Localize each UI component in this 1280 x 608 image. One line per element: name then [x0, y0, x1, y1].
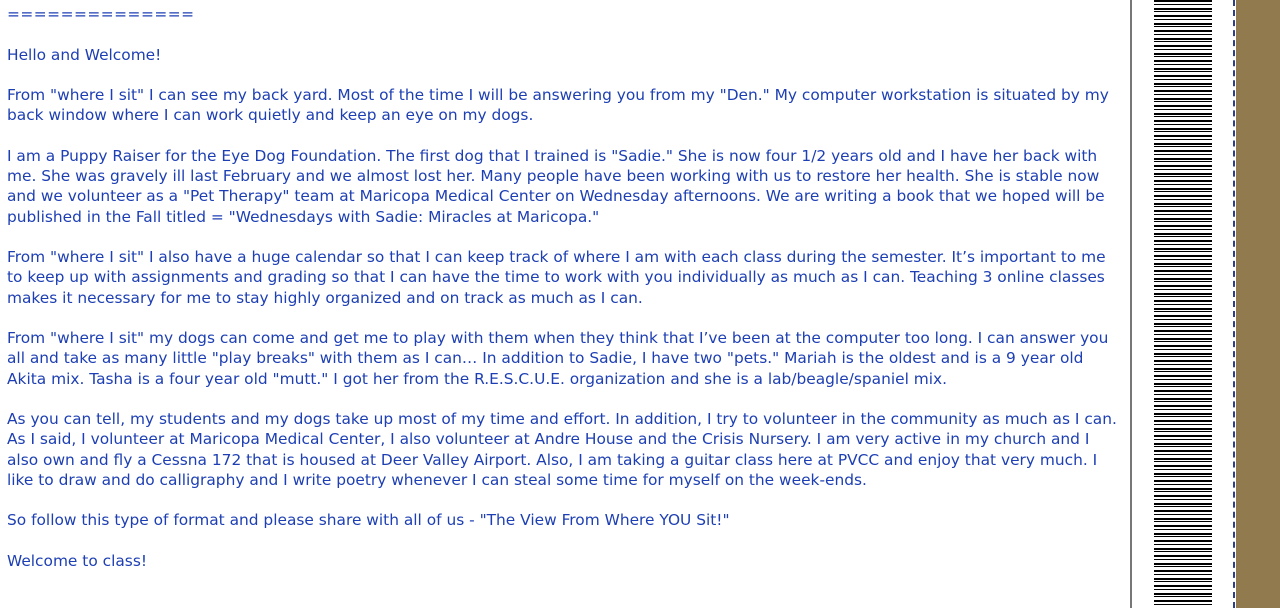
separator-line: ============== — [7, 5, 195, 23]
closing-text: Welcome to class! — [7, 551, 148, 570]
dashed-border-line — [1233, 0, 1235, 608]
paragraph-dogs: From "where I sit" my dogs can come and get me to play with them when they think that I’ve been at the computer too long. I can answer you all and take as many little "play breaks" with them as I can… In addition to Sadie, I have two "pets." Mariah is the oldest and is a 9 year old Akita mix. Tasha is a four year old "mutt." I got her from the R.E.S.C.U.E. organization and she is a lab/beagle/spaniel mix. — [7, 329, 1109, 388]
vertical-divider — [1130, 0, 1132, 608]
paragraph-back-yard: From "where I sit" I can see my back yard. Most of the time I will be answering you from my "Den." My computer workstation is situated by my back window where I can work quietly and keep an eye on my dogs. — [7, 86, 1109, 125]
paragraph-calendar: From "where I sit" I also have a huge calendar so that I can keep track of where I am with each class during the semester. It’s important to me to keep up with assignments and grading so that I can have the time to work with you individually as much as I can. Teaching 3 online classes makes it necessary for me to stay highly organized and on track as much as I can. — [7, 248, 1106, 307]
paragraph-instructions: So follow this type of format and please share with all of us - "The View From Where YOU Sit!" — [7, 511, 730, 530]
tan-sidebar-decoration — [1236, 0, 1280, 608]
message-body — [7, 0, 1125, 591]
barcode-stripe-decoration — [1154, 0, 1212, 608]
paragraph-puppy-raiser: I am a Puppy Raiser for the Eye Dog Foundation. The first dog that I trained is "Sadie." She is now four 1/2 years old and I have her back with me. She was gravely ill last February and we almost lost her. Many people have been working with us to restore her health. She is stable now and we volunteer as a "Pet Therapy" team at Maricopa Medical Center on Wednesday afternoons. We are writing a book that we hoped will be published in the Fall titled = "Wednesdays with Sadie: Miracles at Maricopa." — [7, 146, 1105, 226]
paragraph-volunteer: As you can tell, my students and my dogs take up most of my time and effort. In addition, I try to volunteer in the community as much as I can. As I said, I volunteer at Maricopa Medical Center, I also volunteer at Andre House and the Crisis Nursery. I am very active in my church and I also own and fly a Cessna 172 that is housed at Deer Valley Airport. Also, I am taking a guitar class here at PVCC and enjoy that very much. I like to draw and do calligraphy and I write poetry whenever I can steal some time for myself on the week-ends. — [7, 410, 1117, 489]
greeting-text: Hello and Welcome! — [7, 45, 162, 64]
